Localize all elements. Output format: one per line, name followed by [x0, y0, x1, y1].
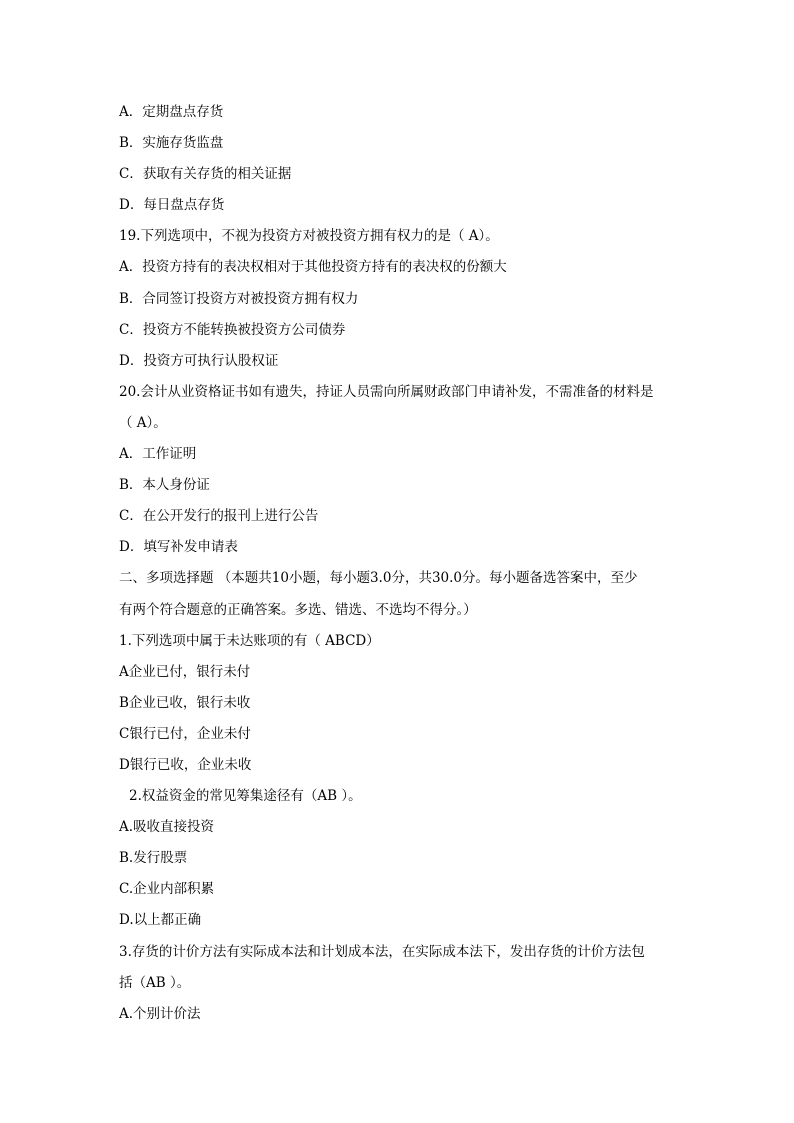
option-line: C.企业内部积累: [119, 881, 215, 898]
option-line: D．每日盘点存货: [119, 197, 225, 214]
section-heading-continued: 有两个符合题意的正确答案。多选、错选、不选均不得分。）: [119, 601, 477, 618]
section-heading: 二、多项选择题 （本题共10小题，每小题3.0分，共30.0分。每小题备选答案中，至少: [119, 570, 638, 587]
question-2: 2.权益资金的常见筹集途径有（AB ）。: [129, 788, 362, 805]
option-line: D．投资方可执行认股权证: [119, 352, 279, 369]
option-line: C．获取有关存货的相关证据: [119, 166, 292, 183]
question-19: 19.下列选项中，不视为投资方对被投资方拥有权力的是（ A）。: [119, 228, 499, 245]
option-line: A．定期盘点存货: [119, 104, 224, 120]
option-line: A.吸收直接投资: [119, 819, 215, 836]
option-line: A企业已付，银行未付: [119, 663, 251, 680]
option-line: B企业已收，银行未收: [119, 694, 251, 711]
option-line: B．实施存货监盘: [119, 135, 224, 152]
option-line: A．工作证明: [119, 446, 197, 463]
option-line: D．填写补发申请表: [119, 539, 238, 556]
option-line: C银行已付，企业未付: [119, 725, 251, 742]
option-line: A．投资方持有的表决权相对于其他投资方持有的表决权的份额大: [119, 259, 507, 276]
option-line: B．合同签订投资方对被投资方拥有权力: [119, 290, 359, 307]
option-line: C．投资方不能转换被投资方公司债券: [119, 321, 346, 338]
option-line: C．在公开发行的报刊上进行公告: [119, 508, 319, 525]
option-line: B．本人身份证: [119, 477, 210, 494]
question-3-continued: 括（AB ）。: [119, 974, 191, 991]
question-20: 20.会计从业资格证书如有遗失，持证人员需向所属财政部门申请补发，不需准备的材料是: [119, 383, 654, 400]
document-body: [119, 97, 679, 1030]
question-20-continued: （ A）。: [119, 414, 167, 431]
question-1: 1.下列选项中属于未达账项的有（ ABCD）: [119, 632, 380, 649]
option-line: B.发行股票: [119, 850, 188, 867]
option-line: D.以上都正确: [119, 912, 202, 929]
option-line: D银行已收，企业未收: [119, 756, 252, 773]
question-3: 3.存货的计价方法有实际成本法和计划成本法，在实际成本法下，发出存货的计价方法包: [119, 943, 645, 960]
option-line: A.个别计价法: [119, 1005, 201, 1022]
